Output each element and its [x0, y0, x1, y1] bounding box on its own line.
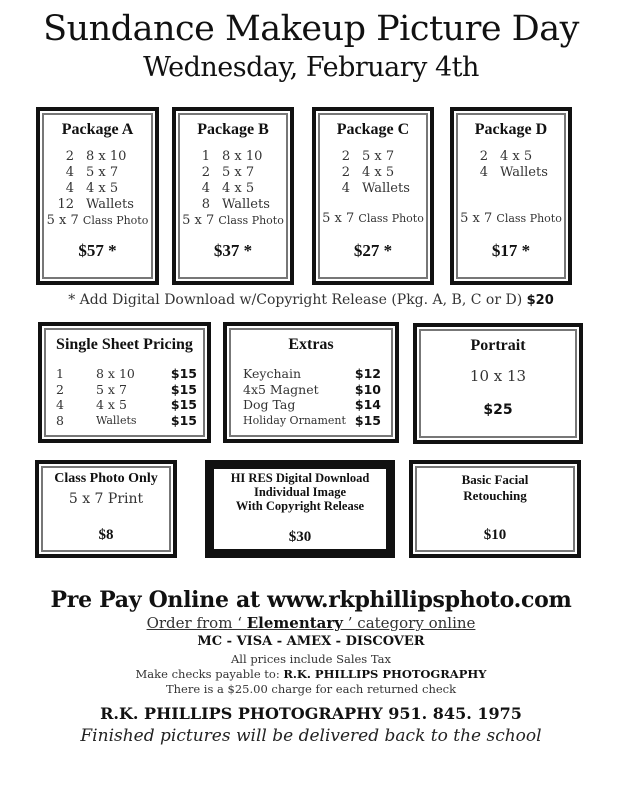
retouching-line2: Retouching — [463, 488, 527, 503]
package-title: Package C — [336, 121, 410, 138]
item-qty: 4 — [201, 181, 210, 196]
package-item — [176, 165, 290, 181]
single-sheet-row — [56, 413, 197, 429]
row-qty: 2 — [56, 381, 64, 397]
class-photo-label: Class Photo — [496, 212, 562, 225]
class-photo-price: $8 — [98, 527, 114, 543]
row-price: $12 — [354, 366, 381, 381]
package-items — [454, 149, 568, 181]
item-desc: 4 x 5 — [500, 149, 533, 164]
item-desc: 8 x 10 — [86, 149, 127, 164]
item-desc: 4 x 5 — [222, 181, 255, 196]
prepay-online-text: Pre Pay Online at www.rkphillipsphoto.com — [50, 587, 572, 613]
portrait-price: $25 — [483, 402, 513, 418]
row-desc: 5 x 7 — [96, 381, 127, 397]
event-date: Wednesday, February 4th — [143, 52, 479, 83]
class-photo-only-card — [35, 460, 177, 558]
item-desc: 5 x 7 — [362, 149, 395, 164]
item-desc: 4 x 5 — [86, 181, 119, 196]
single-sheet-row — [56, 382, 197, 398]
hi-res-line1: HI RES Digital Download — [230, 471, 370, 485]
hi-res-line3: With Copyright Release — [235, 499, 365, 513]
checks-payee: R.K. PHILLIPS PHOTOGRAPHY — [283, 667, 487, 681]
checks-prefix: Make checks payable to: — [135, 667, 284, 681]
package-b-card — [172, 107, 294, 285]
item-qty: 12 — [57, 197, 74, 212]
row-qty: 4 — [56, 397, 64, 412]
item-qty: 4 — [479, 165, 488, 180]
package-items — [316, 149, 430, 197]
item-qty: 2 — [341, 165, 350, 180]
item-desc: 8 x 10 — [222, 149, 263, 164]
class-photo-size: 5 x 7 — [322, 211, 355, 226]
order-category-line — [0, 614, 622, 632]
row-desc: 4 x 5 — [96, 397, 127, 412]
retouching-price: $10 — [483, 527, 507, 543]
row-desc: Wallets — [96, 413, 137, 427]
order-suffix: ’ category online — [343, 614, 476, 632]
extras-row — [243, 413, 381, 429]
row-price: $10 — [354, 381, 381, 397]
package-price: $27 * — [353, 241, 393, 260]
digital-addon-text: * Add Digital Download w/Copyright Release (Pkg. A, B, C or D) — [68, 292, 523, 308]
class-photo-line — [40, 213, 155, 228]
portrait-card — [413, 323, 583, 444]
delivery-note: Finished pictures will be delivered back to the school — [80, 726, 542, 746]
sales-tax-note: All prices include Sales Tax — [231, 652, 391, 666]
retouching-card — [409, 460, 581, 558]
class-photo-size: 5 x 7 — [182, 213, 215, 228]
class-photo-line — [316, 211, 430, 226]
item-desc: Wallets — [500, 165, 548, 180]
package-title: Package B — [197, 121, 269, 138]
section-title: Single Sheet Pricing — [56, 336, 193, 353]
class-photo-size: 5 x 7 — [46, 213, 79, 228]
class-photo-label: Class Photo — [82, 214, 149, 227]
package-item — [40, 197, 155, 213]
item-qty: 4 — [65, 181, 74, 196]
class-photo-desc: 5 x 7 Print — [68, 491, 144, 507]
item-qty: 2 — [201, 165, 210, 180]
single-sheet-pricing-card — [38, 322, 211, 443]
package-price: $37 * — [213, 241, 253, 260]
package-items — [40, 149, 155, 213]
class-photo-line — [176, 213, 290, 228]
package-item — [176, 197, 290, 213]
row-desc: 8 x 10 — [96, 366, 135, 381]
single-sheet-row — [56, 366, 197, 382]
package-item — [176, 181, 290, 197]
item-desc: Wallets — [86, 197, 134, 212]
row-price: $15 — [354, 412, 381, 428]
item-qty: 2 — [65, 149, 74, 164]
package-price: $57 * — [78, 241, 117, 260]
digital-addon-price: $20 — [526, 293, 554, 308]
package-item — [316, 165, 430, 181]
package-item — [316, 149, 430, 165]
hi-res-line2: Individual Image — [253, 485, 347, 499]
class-photo-label: Class Photo — [358, 212, 424, 225]
package-item — [454, 149, 568, 165]
order-category: Elementary — [246, 614, 343, 632]
returned-check-note: There is a $25.00 charge for each returned check — [165, 682, 457, 696]
hi-res-price: $30 — [288, 529, 312, 545]
package-item — [40, 181, 155, 197]
package-item — [40, 149, 155, 165]
row-price: $15 — [170, 412, 197, 428]
row-desc: Dog Tag — [243, 397, 296, 412]
order-prefix: Order from ‘ — [146, 614, 247, 632]
item-desc: 5 x 7 — [222, 165, 255, 180]
checks-payable-line — [0, 667, 622, 681]
extras-card — [223, 322, 399, 443]
item-qty: 1 — [201, 149, 210, 164]
package-c-card — [312, 107, 434, 285]
portrait-size: 10 x 13 — [469, 367, 527, 385]
item-qty: 4 — [65, 165, 74, 180]
row-price: $15 — [170, 397, 197, 412]
package-item — [40, 165, 155, 181]
extras-row — [243, 366, 381, 382]
item-qty: 2 — [341, 149, 350, 164]
package-a-card — [36, 107, 159, 285]
package-items — [176, 149, 290, 213]
row-desc: 4x5 Magnet — [243, 381, 319, 397]
package-item — [454, 165, 568, 181]
page-title: Sundance Makeup Picture Day — [43, 9, 579, 49]
package-title: Package D — [474, 121, 548, 138]
package-title: Package A — [61, 121, 134, 138]
item-qty: 8 — [201, 197, 210, 212]
retouching-line1: Basic Facial — [461, 472, 529, 487]
hi-res-digital-download-card — [205, 460, 395, 558]
item-qty: 4 — [341, 181, 350, 196]
accepted-cards: MC - VISA - AMEX - DISCOVER — [197, 634, 425, 649]
row-qty: 8 — [56, 412, 64, 428]
company-phone: R.K. PHILLIPS PHOTOGRAPHY 951. 845. 1975 — [100, 704, 522, 723]
item-desc: 5 x 7 — [86, 165, 119, 180]
package-d-card — [450, 107, 572, 285]
row-desc: Holiday Ornament — [243, 413, 346, 427]
item-desc: Wallets — [222, 197, 270, 212]
section-title: Portrait — [470, 337, 526, 354]
digital-addon-note — [0, 292, 622, 308]
package-item — [316, 181, 430, 197]
row-qty: 1 — [56, 366, 64, 381]
row-price: $14 — [354, 397, 381, 412]
row-price: $15 — [170, 381, 197, 397]
extras-row — [243, 382, 381, 398]
single-sheet-row — [56, 397, 197, 413]
section-title: Extras — [288, 336, 334, 353]
package-price: $17 * — [491, 241, 531, 260]
item-qty: 2 — [479, 149, 488, 164]
class-photo-size: 5 x 7 — [460, 211, 493, 226]
section-title: Class Photo Only — [54, 471, 158, 486]
item-desc: Wallets — [362, 181, 410, 196]
row-price: $15 — [170, 366, 197, 381]
extras-row — [243, 397, 381, 413]
package-item — [176, 149, 290, 165]
item-desc: 4 x 5 — [362, 165, 395, 180]
class-photo-label: Class Photo — [218, 214, 284, 227]
class-photo-line — [454, 211, 568, 226]
row-desc: Keychain — [243, 366, 302, 381]
